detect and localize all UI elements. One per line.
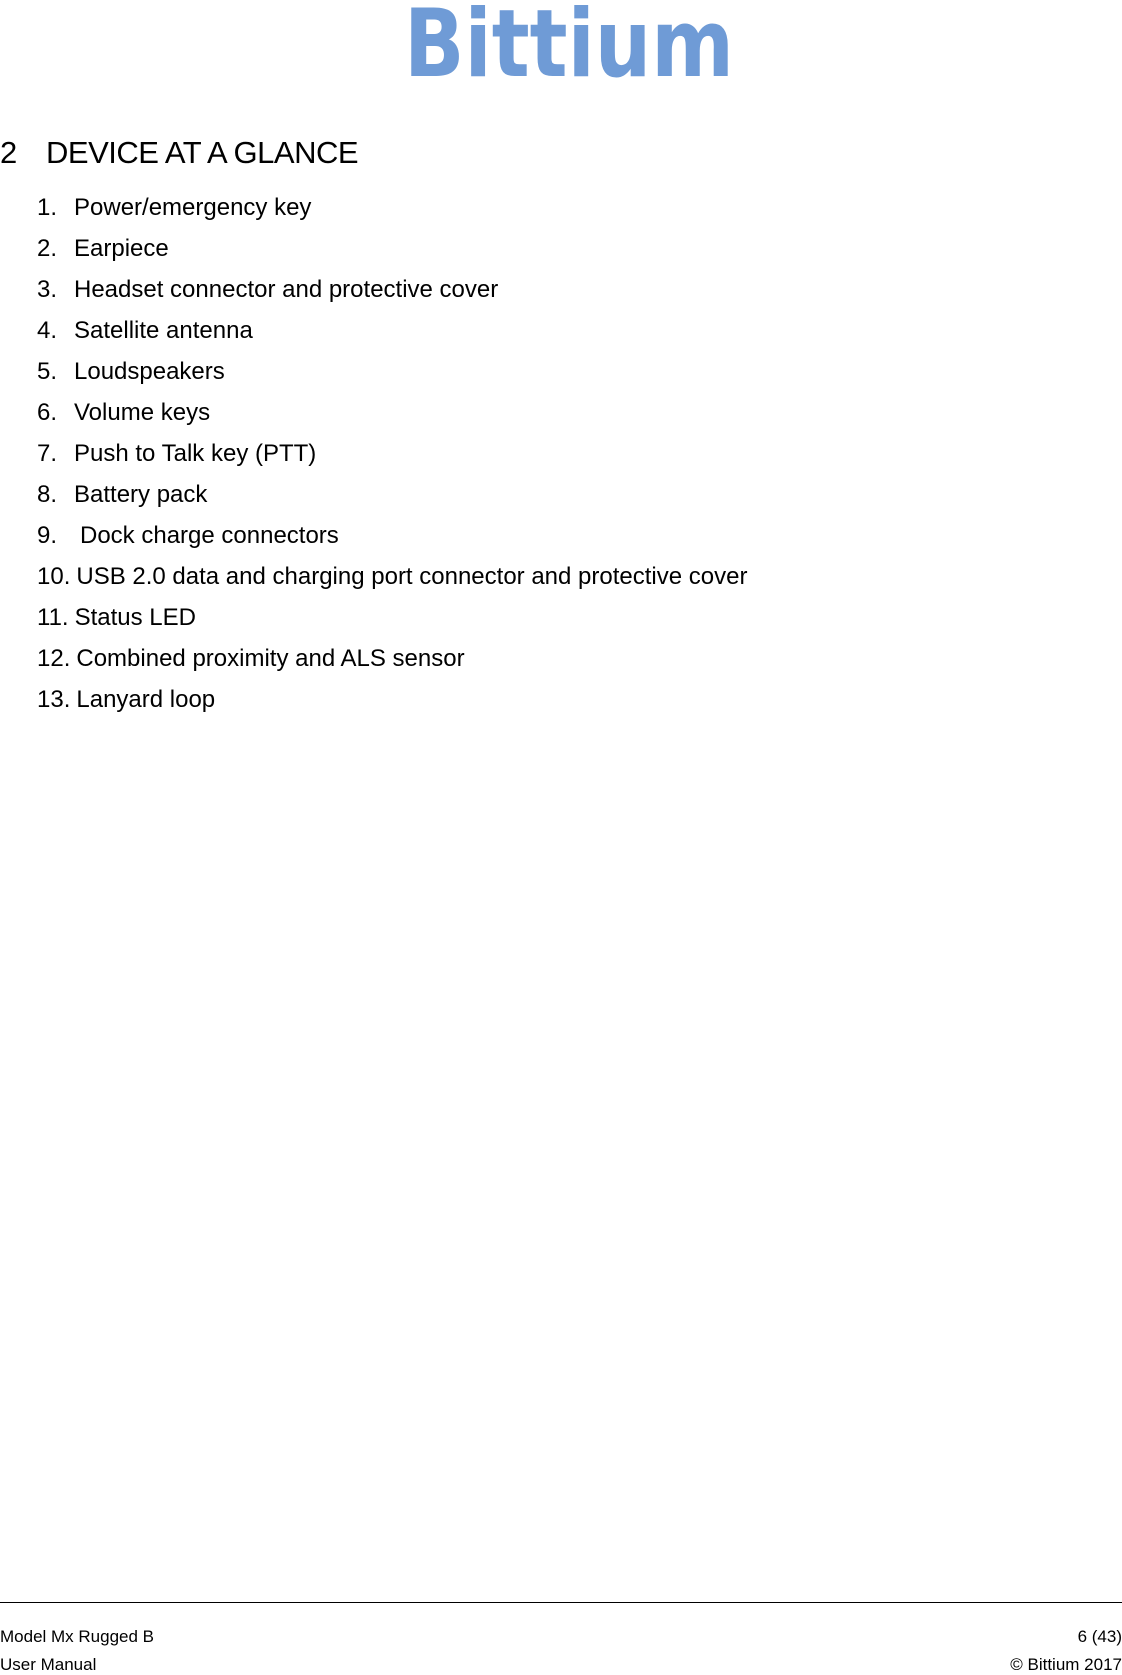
item-label: Volume keys (74, 399, 211, 426)
item-number: 13. (37, 686, 71, 713)
item-number: 6. (37, 399, 58, 426)
item-label: Push to Talk key (PTT) (74, 440, 317, 467)
item-number: 5. (37, 358, 58, 385)
list-item (37, 228, 747, 269)
item-number: 3. (37, 276, 58, 303)
item-number: 7. (37, 440, 58, 467)
item-label: Combined proximity and ALS sensor (76, 645, 465, 672)
item-number: 1. (37, 194, 58, 221)
list-item (37, 597, 747, 638)
list-item (37, 556, 747, 597)
list-item (37, 433, 747, 474)
list-item (37, 187, 747, 228)
item-number: 12. (37, 645, 71, 672)
section-title: DEVICE AT A GLANCE (46, 135, 359, 170)
item-label: Headset connector and protective cover (74, 276, 499, 303)
item-label: Satellite antenna (74, 317, 253, 344)
item-label: Earpiece (74, 235, 169, 262)
item-label: Status LED (74, 604, 196, 631)
item-number: 10. (37, 563, 71, 590)
item-label: Loudspeakers (74, 358, 225, 385)
footer-copyright: © Bittium 2017 (1010, 1655, 1122, 1674)
list-item (37, 392, 747, 433)
logo-wordmark: Bittium (404, 0, 734, 99)
item-number: 8. (37, 481, 58, 508)
footer-page-number: 6 (43) (1077, 1627, 1122, 1646)
item-label: Lanyard loop (76, 686, 216, 713)
item-number: 2. (37, 235, 58, 262)
list-item (37, 351, 747, 392)
section-heading (0, 133, 358, 173)
item-number: 9. (37, 522, 58, 549)
list-item (37, 679, 747, 720)
footer-doc-type: User Manual (0, 1655, 97, 1674)
item-number: 11. (37, 604, 69, 631)
item-label: USB 2.0 data and charging port connector and protective cover (76, 563, 748, 590)
list-item (37, 474, 747, 515)
item-number: 4. (37, 317, 58, 344)
item-label: Dock charge connectors (80, 522, 339, 549)
device-parts-list (37, 187, 747, 720)
item-label: Power/emergency key (74, 194, 312, 221)
list-item (37, 269, 747, 310)
list-item (37, 515, 747, 556)
section-number: 2 (0, 135, 17, 170)
bittium-logo (404, 0, 740, 99)
footer-divider (0, 1602, 1122, 1603)
footer-model: Model Mx Rugged B (0, 1627, 155, 1646)
list-item (37, 310, 747, 351)
list-item (37, 638, 747, 679)
item-label: Battery pack (74, 481, 208, 508)
